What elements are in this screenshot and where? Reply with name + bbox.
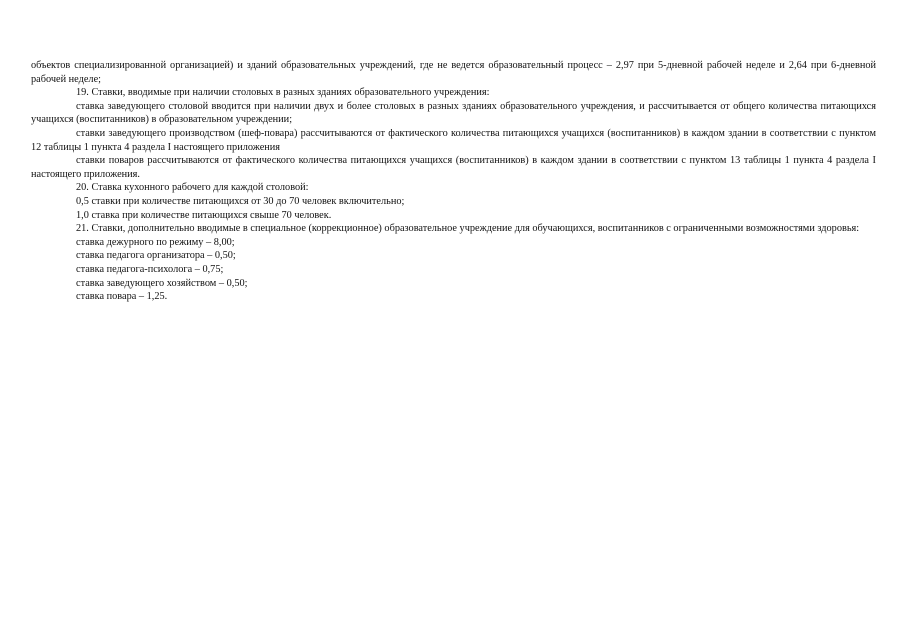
paragraph-rate-full: 1,0 ставка при количестве питающихся свыше 70 человек. — [76, 209, 332, 221]
paragraph-cook: ставка повара – 1,25. — [76, 291, 168, 303]
paragraph-cooks: ставки поваров рассчитываются от фактического количества питающихся учащихся (воспитанников) в каждом здании в соответствии с пунктом 13 таблицы 1 пункта 4 раздела I настоящего приложения. — [31, 155, 876, 180]
paragraph-psychologist: ставка педагога-психолога – 0,75; — [76, 263, 224, 275]
paragraph-organizer: ставка педагога организатора – 0,50; — [76, 250, 236, 262]
document-page — [31, 59, 876, 304]
paragraph-item-21: 21. Ставки, дополнительно вводимые в специальное (коррекционное) образовательное учреждение для обучающихся, воспитанников с ограниченными возможностями здоровья: — [76, 223, 860, 235]
paragraph-canteen-head: ставка заведующего столовой вводится при наличии двух и более столовых в разных зданиях образовательного учреждения, и рассчитывается от общего количества питающихся учащихся (воспитанников) в образовательном учреждении; — [31, 100, 876, 126]
paragraph-chef: ставки заведующего производством (шеф-повара) рассчитываются от фактического количества питающихся учащихся (воспитанников) в каждом здании в соответствии с пунктом 12 таблицы 1 пункта 4 раздела I настоящего приложения — [31, 127, 876, 153]
paragraph-duty-officer: ставка дежурного по режиму – 8,00; — [76, 236, 235, 248]
paragraph-item-19: 19. Ставки, вводимые при наличии столовых в разных зданиях образовательного учреждения: — [76, 87, 490, 99]
paragraph-rate-half: 0,5 ставки при количестве питающихся от 30 до 70 человек включительно; — [76, 195, 405, 207]
paragraph-housekeeper: ставка заведующего хозяйством – 0,50; — [76, 277, 248, 289]
paragraph-item-20: 20. Ставка кухонного рабочего для каждой столовой: — [76, 182, 309, 194]
paragraph-continuation: объектов специализированной организацией) и зданий образовательных учреждений, где не ведется образовательный процесс – 2,97 при 5-дневной рабочей неделе и 2,64 при 6-дневной рабочей неделе; — [31, 60, 876, 85]
